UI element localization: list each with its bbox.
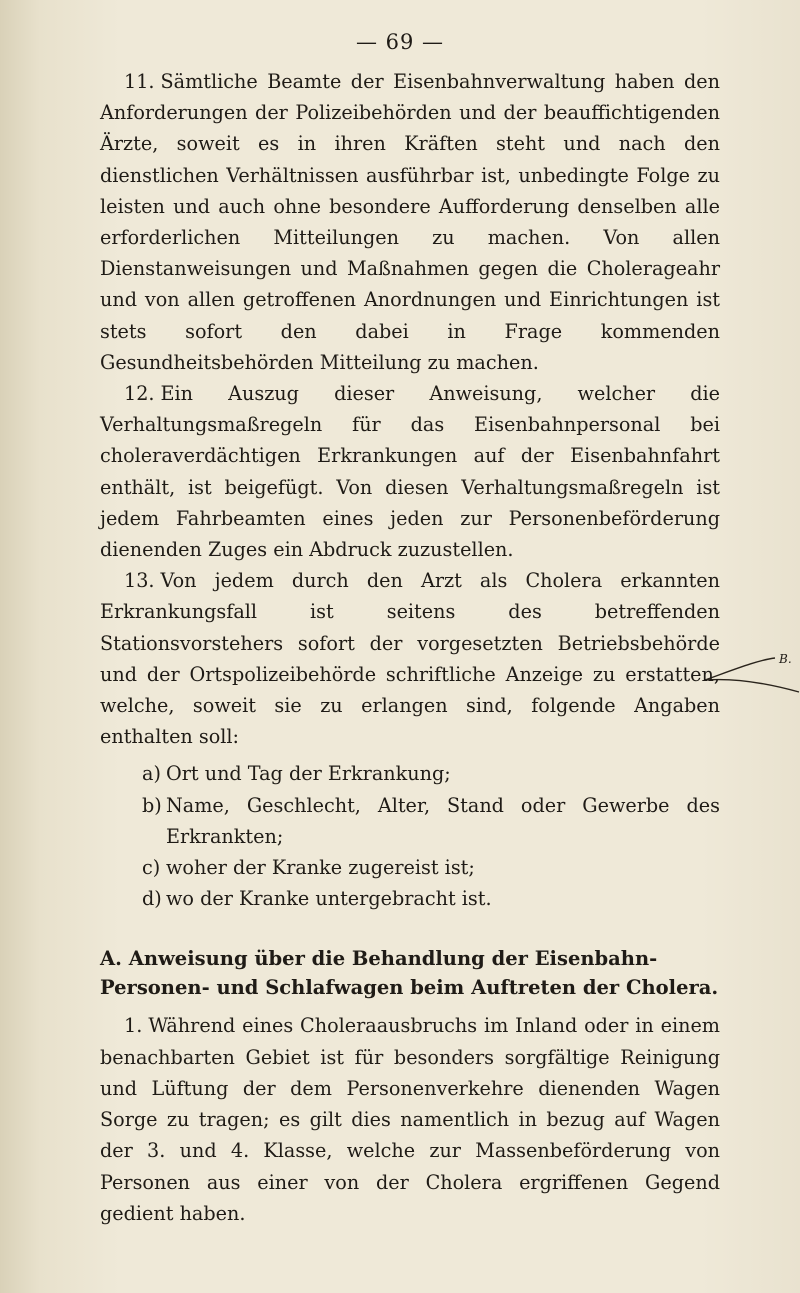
list-item <box>124 790 720 852</box>
paragraph-number: 1. <box>124 1014 143 1038</box>
list-item-text: wo der Kranke untergebracht ist. <box>166 887 492 911</box>
paragraph-12 <box>100 378 720 565</box>
paragraph-text: Sämtliche Beamte der Eisenbahnverwaltung haben den Anforderungen der Polizeibehörden und der beauffichtigenden Ärzte, soweit es in ihren Kräften steht und nach den dienstlichen Verhältnissen ausführbar ist, unbedingte Folge zu leisten und auch ohne besondere Aufforderung denselben alle erforderlichen Mitteilungen zu machen. Von allen Dienstanweisungen und Maßnahmen gegen die Cholerageahr und von allen getroffenen Anordnungen und Einrichtungen ist stets sofort den dabei in Frage kommenden Gesundheitsbehörden Mitteilung zu machen. <box>100 70 720 374</box>
list-marker: b) <box>142 793 162 817</box>
section-heading: A. Anweisung über die Behandlung der Eisenbahn-Personen- und Schlafwagen beim Auftreten der Cholera. <box>100 947 719 1000</box>
paragraph-text: Von jedem durch den Arzt als Cholera erkannten Erkrankungsfall ist seitens des betreffenden Stationsvorstehers sofort der vorgesetzten Betriebsbehörde und der Ortspolizeibehörde schriftliche Anzeige zu erstatten, welche, soweit sie zu erlangen sind, folgende Angaben enthalten soll: <box>100 569 720 749</box>
paragraph-number: 13. <box>124 569 155 593</box>
list-item-text: Name, Geschlecht, Alter, Stand oder Gewerbe des Erkrankten; <box>166 793 720 848</box>
report-details-list <box>100 758 720 914</box>
list-item-text: woher der Kranke zugereist ist; <box>166 856 475 880</box>
document-body <box>100 66 720 1229</box>
list-item <box>124 852 720 883</box>
paragraph-text: Ein Auszug dieser Anweisung, welcher die Verhaltungsmaßregeln für das Eisenbahnpersonal bei choleraverdächtigen Erkrankungen auf der Eisenbahnfahrt enthält, ist beigefügt. Von diesen Verhaltungsmaßregeln ist jedem Fahrbeamten eines jeden zur Personenbeförderung dienenden Zuges ein Abdruck zuzustellen. <box>100 382 720 562</box>
paragraph-text: Während eines Choleraausbruchs im Inland oder in einem benachbarten Gebiet ist für besonders sorgfältige Reinigung und Lüftung der dem Personenverkehre dienenden Wagen Sorge zu tragen; es gilt dies namentlich in bezug auf Wagen der 3. und 4. Klasse, welche zur Massenbeförderung von Personen aus einer von der Cholera ergriffenen Gegend gedient haben. <box>100 1014 720 1225</box>
list-item <box>124 758 720 789</box>
list-item <box>124 883 720 914</box>
list-item-text: Ort und Tag der Erkrankung; <box>166 762 451 786</box>
paragraph-number: 12. <box>124 382 155 406</box>
paragraph-11 <box>100 66 720 378</box>
section-paragraph <box>100 1010 720 1228</box>
page-number: — 69 — <box>355 30 445 54</box>
paragraph-number: 11. <box>124 70 155 93</box>
list-marker: c) <box>142 856 161 880</box>
paragraph-13 <box>100 565 720 752</box>
margin-note: B. <box>779 652 792 666</box>
list-marker: d) <box>142 887 162 911</box>
list-marker: a) <box>142 762 161 786</box>
